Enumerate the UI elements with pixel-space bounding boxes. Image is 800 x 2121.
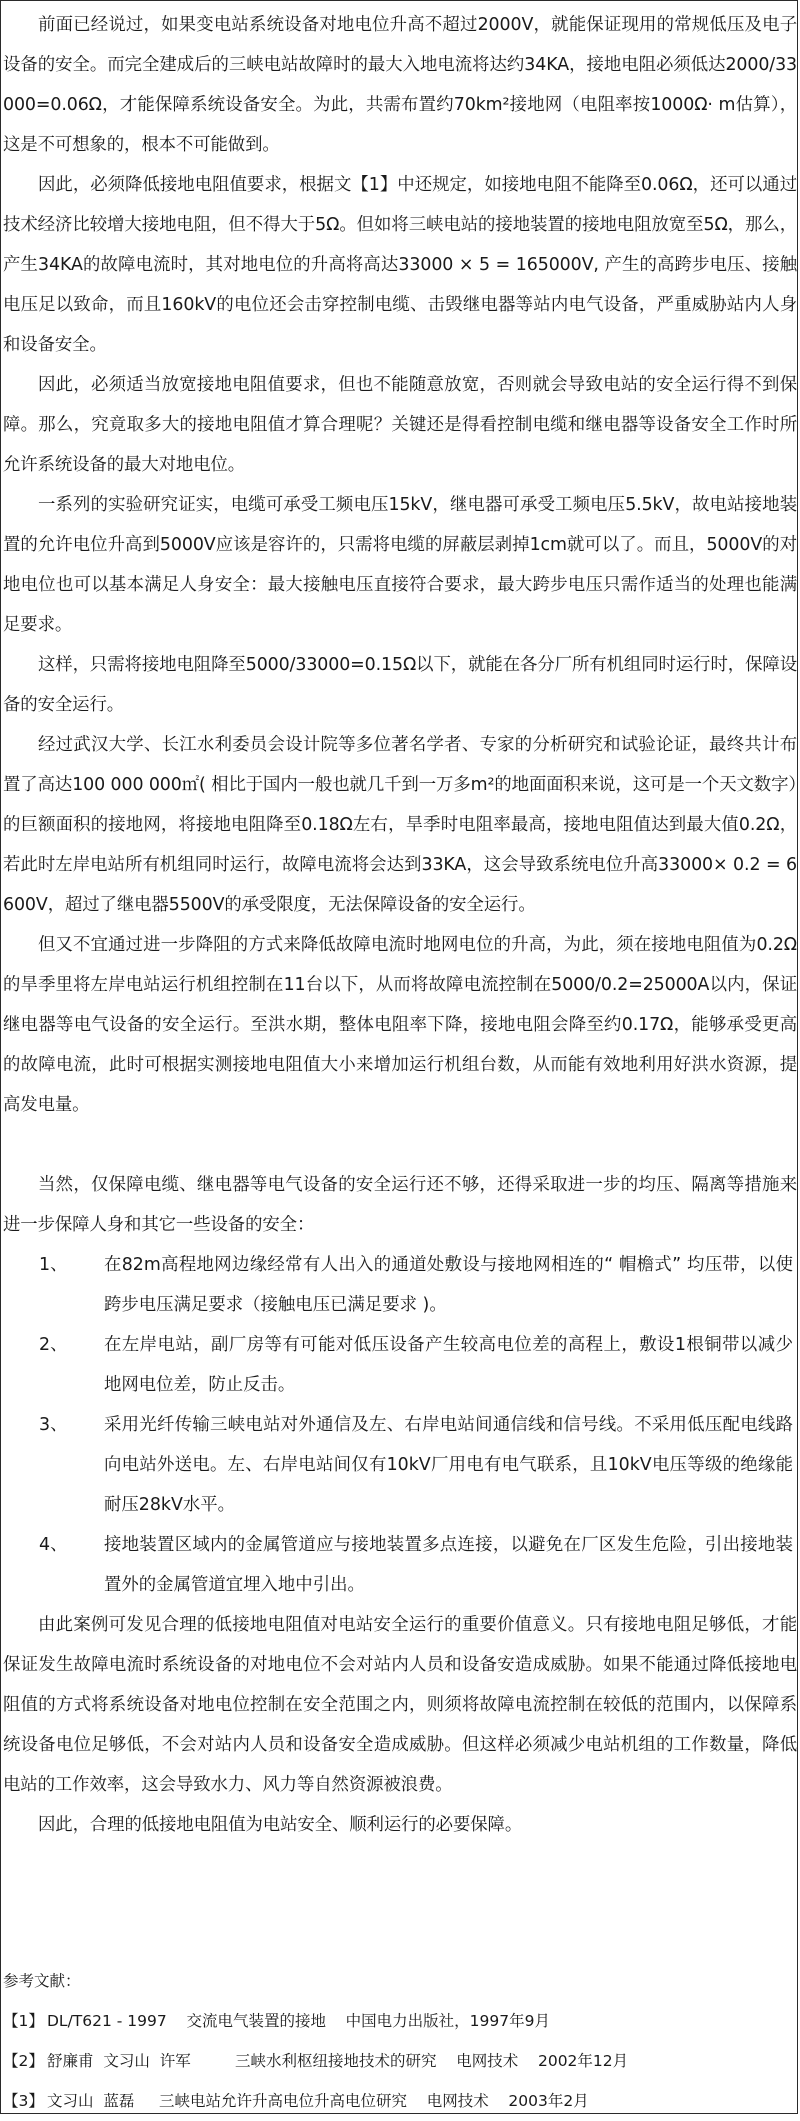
reference-item: [3, 2001, 797, 2041]
document-body: [1, 1, 799, 1845]
list-item-text: 在左岸电站，副厂房等有可能对低压设备产生较高电位差的高程上，敷设1根铜带以减少地网电位差，防止反击。: [104, 1335, 793, 1395]
list-item: [3, 1325, 797, 1405]
references-section: [1, 1961, 799, 2121]
list-item-number: 1、: [39, 1255, 68, 1275]
list-item: [3, 1405, 797, 1525]
reference-tag: 【3】: [3, 2092, 44, 2110]
reference-item: [3, 2081, 797, 2121]
list-item-number: 4、: [39, 1535, 68, 1555]
paragraph-5: 这样，只需将接地电阻降至5000/33000=0.15Ω以下，就能在各分厂所有机组同时运行时，保障设备的安全运行。: [3, 655, 797, 715]
section-gap: [3, 1125, 797, 1165]
measures-intro: 当然，仅保障电缆、继电器等电气设备的安全运行还不够，还得采取进一步的均压、隔离等措施来进一步保障人身和其它一些设备的安全：: [3, 1175, 797, 1235]
list-item: [3, 1245, 797, 1325]
reference-item: [3, 2041, 797, 2081]
measures-list: [3, 1245, 797, 1605]
paragraph-1: 前面已经说过，如果变电站系统设备对地电位升高不超过2000V，就能保证现用的常规低压及电子设备的安全。而完全建成后的三峡电站故障时的最大入地电流将达约34KA，接地电阻必须低达2000/33000=0.06Ω，才能保障系统设备安全。为此，共需布置约70km²接地网（电阻率按1000Ω· m估算），这是不可想象的，根本不可能做到。: [3, 15, 797, 155]
reference-tag: 【2】: [3, 2052, 44, 2070]
reference-text: DL/T621 - 1997 交流电气装置的接地 中国电力出版社，1997年9月: [47, 2012, 550, 2030]
conclusion-paragraph-1: 由此案例可发见合理的低接地电阻值对电站安全运行的重要价值意义。只有接地电阻足够低，才能保证发生故障电流时系统设备的对地电位不会对站内人员和设备安造成威胁。如果不能通过降低接地电阻值的方式将系统设备对地电位控制在安全范围之内，则须将故障电流控制在较低的范围内，以保障系统设备电位足够低，不会对站内人员和设备安全造成威胁。但这样必须减少电站机组的工作数量，降低电站的工作效率，这会导致水力、风力等自然资源被浪费。: [3, 1615, 797, 1795]
paragraph-3: 因此，必须适当放宽接地电阻值要求，但也不能随意放宽，否则就会导致电站的安全运行得不到保障。那么，究竟取多大的接地电阻值才算合理呢？关键还是得看控制电缆和继电器等设备安全工作时所允许系统设备的最大对地电位。: [3, 375, 797, 475]
paragraph-4: 一系列的实验研究证实，电缆可承受工频电压15kV，继电器可承受工频电压5.5kV，故电站接地装置的允许电位升高到5000V应该是容许的，只需将电缆的屏蔽层剥掉1cm就可以了。而且，5000V的对地电位也可以基本满足人身安全：最大接触电压直接符合要求，最大跨步电压只需作适当的处理也能满足要求。: [3, 495, 797, 635]
list-item-text: 采用光纤传输三峡电站对外通信及左、右岸电站间通信线和信号线。不采用低压配电线路向电站外送电。左、右岸电站间仅有10kV厂用电有电气联系，且10kV电压等级的绝缘能耐压28kV水平。: [104, 1415, 793, 1515]
list-item-number: 2、: [39, 1335, 68, 1355]
paragraph-6: 经过武汉大学、长江水利委员会设计院等多位著名学者、专家的分析研究和试验论证，最终共计布置了高达100 000 000㎡( 相比于国内一般也就几千到一万多m²的地面面积来说，这可是一个天文数字）的巨额面积的接地网，将接地电阻降至0.18Ω左右，旱季时电阻率最高，接地电阻值达到最大值0.2Ω，若此时左岸电站所有机组同时运行，故障电流将会达到33KA，这会导致系统电位升高33000× 0.2 = 6600V，超过了继电器5500V的承受限度，无法保障设备的安全运行。: [3, 735, 797, 915]
list-item-text: 接地装置区域内的金属管道应与接地装置多点连接，以避免在厂区发生危险，引出接地装置外的金属管道宜埋入地中引出。: [104, 1535, 793, 1595]
list-item: [3, 1525, 797, 1605]
reference-text: 舒廉甫 文习山 许军 三峡水利枢纽接地技术的研究 电网技术 2002年12月: [47, 2052, 629, 2070]
conclusion-paragraph-2: 因此，合理的低接地电阻值为电站安全、顺利运行的必要保障。: [38, 1815, 523, 1835]
reference-text: 文习山 蓝磊 三峡电站允许升高电位升高电位研究 电网技术 2003年2月: [47, 2092, 589, 2110]
list-item-text: 在82m高程地网边缘经常有人出入的通道处敷设与接地网相连的“ 帽檐式” 均压带，以使跨步电压满足要求（接触电压已满足要求 )。: [104, 1255, 793, 1315]
reference-tag: 【1】: [3, 2012, 44, 2030]
references-title: 参考文献：: [3, 1972, 81, 1990]
paragraph-2: 因此，必须降低接地电阻值要求，根据文【1】中还规定，如接地电阻不能降至0.06Ω，还可以通过技术经济比较增大接地电阻，但不得大于5Ω。但如将三峡电站的接地装置的接地电阻放宽至5Ω，那么，产生34KA的故障电流时，其对地电位的升高将高达33000 × 5 = 165000V, 产生的高跨步电压、接触电压足以致命，而且160kV的电位还会击穿控制电缆、击毁继电器等站内电气设备，严重威胁站内人身和设备安全。: [3, 175, 797, 355]
list-item-number: 3、: [39, 1415, 68, 1435]
paragraph-7: 但又不宜通过进一步降阻的方式来降低故障电流时地网电位的升高，为此，须在接地电阻值为0.2Ω的旱季里将左岸电站运行机组控制在11台以下，从而将故障电流控制在5000/0.2=25000A以内，保证继电器等电气设备的安全运行。至洪水期，整体电阻率下降，接地电阻会降至约0.17Ω，能够承受更高的故障电流，此时可根据实测接地电阻值大小来增加运行机组台数，从而能有效地利用好洪水资源，提高发电量。: [3, 935, 797, 1115]
